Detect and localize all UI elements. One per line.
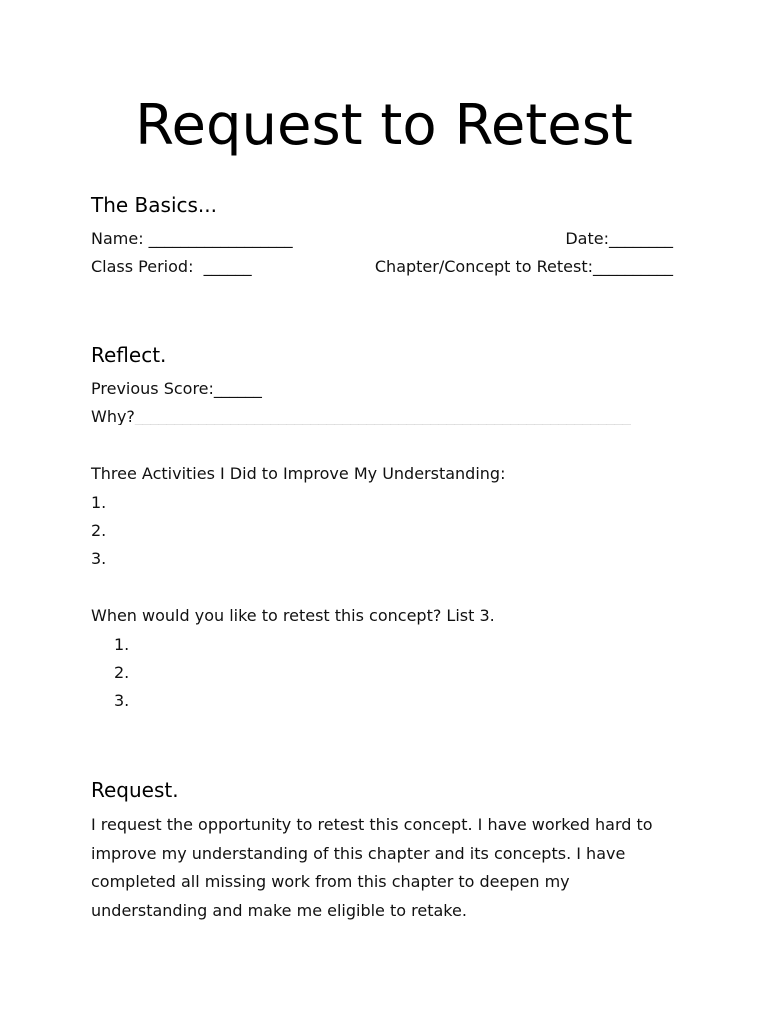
retest-date-item-1: 1. (114, 635, 130, 654)
date-field[interactable]: Date:________ (565, 229, 673, 248)
retest-prompt: When would you like to retest this concept? List 3. (91, 606, 495, 625)
why-field[interactable]: Why?______________________________________________________________ (91, 409, 631, 425)
reflect-heading: Reflect. (91, 343, 167, 367)
request-paragraph: I request the opportunity to retest this concept. I have worked hard to improve my understanding of this chapter and its concepts. I have completed all missing work from this chapter to deepen my understanding and make me eligible to retake. (91, 815, 653, 920)
request-heading: Request. (91, 778, 179, 802)
chapter-concept-field[interactable]: Chapter/Concept to Retest:__________ (374, 257, 673, 276)
basics-heading: The Basics... (91, 193, 217, 217)
previous-score-field[interactable]: Previous Score:______ (91, 379, 262, 398)
name-field[interactable]: Name: __________________ (91, 229, 293, 248)
activity-item-1: 1. (91, 493, 107, 512)
retest-date-item-2: 2. (114, 663, 130, 682)
class-period-field[interactable]: Class Period: ______ (91, 257, 252, 276)
activities-prompt: Three Activities I Did to Improve My Understanding: (91, 464, 506, 483)
activity-item-3: 3. (91, 549, 107, 568)
page-title: Request to Retest (135, 93, 633, 158)
retest-date-item-3: 3. (114, 691, 130, 710)
activity-item-2: 2. (91, 521, 107, 540)
